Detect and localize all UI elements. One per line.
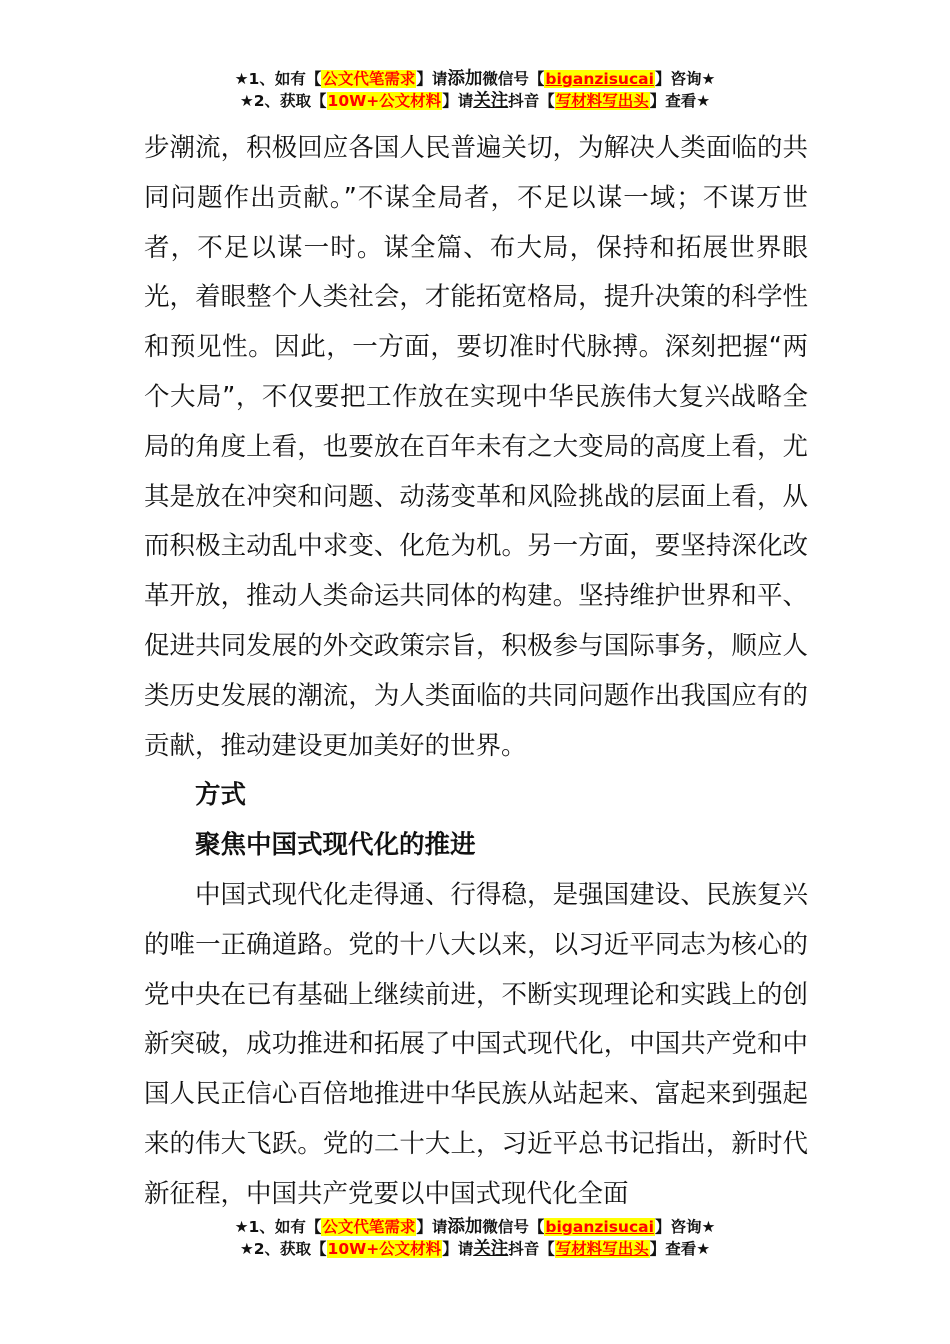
wechat-id-link[interactable]: biganzisucai [545, 70, 654, 88]
service-highlight: 公文代笔需求 [322, 1218, 416, 1236]
douyin-account-link[interactable]: 写材料写出头 [555, 92, 649, 110]
banner-line-1: ★1、如有【公文代笔需求】请添加微信号【biganzisucai】咨询★ [234, 69, 716, 89]
document-body [144, 124, 808, 1220]
banner-line-2: ★2、获取【10W+公文材料】请关注抖音【写材料写出头】查看★ [239, 1239, 711, 1259]
banner-line-2: ★2、获取【10W+公文材料】请关注抖音【写材料写出头】查看★ [239, 91, 711, 111]
footer-banner [0, 1216, 950, 1260]
wechat-id-link[interactable]: biganzisucai [545, 1218, 654, 1236]
subsection-heading: 聚焦中国式现代化的推进 [195, 830, 476, 861]
header-banner [0, 68, 950, 112]
body-paragraph: 步潮流，积极回应各国人民普遍关切，为解决人类面临的共同问题作出贡献。”不谋全局者，不足以谋一域；不谋万世者，不足以谋一时。谋全篇、布大局，保持和拓展世界眼光，着眼整个人类社会，才能拓宽格局，提升决策的科学性和预见性。因此，一方面，要切准时代脉搏。深刻把握“两个大局”，不仅要把工作放在实现中华民族伟大复兴战略全局的角度上看，也要放在百年未有之大变局的高度上看，尤其是放在冲突和问题、动荡变革和风险挑战的层面上看，从而积极主动乱中求变、化危为机。另一方面，要坚持深化改革开放，推动人类命运共同体的构建。坚持维护世界和平、促进共同发展的外交政策宗旨，积极参与国际事务，顺应人类历史发展的潮流，为人类面临的共同问题作出我国应有的贡献，推动建设更加美好的世界。 [144, 133, 808, 761]
section-heading: 方式 [195, 780, 247, 811]
body-paragraph: 中国式现代化走得通、行得稳，是强国建设、民族复兴的唯一正确道路。党的十八大以来，以习近平同志为核心的党中央在已有基础上继续前进，不断实现理论和实践上的创新突破，成功推进和拓展了中国式现代化，中国共产党和中国人民正信心百倍地推进中华民族从站起来、富起来到强起来的伟大飞跃。党的二十大上，习近平总书记指出，新时代新征程，中国共产党要以中国式现代化全面 [144, 879, 808, 1209]
douyin-account-link[interactable]: 写材料写出头 [555, 1240, 649, 1258]
materials-highlight: 10W+公文材料 [327, 92, 442, 110]
service-highlight: 公文代笔需求 [322, 70, 416, 88]
banner-line-1: ★1、如有【公文代笔需求】请添加微信号【biganzisucai】咨询★ [234, 1217, 716, 1237]
materials-highlight: 10W+公文材料 [327, 1240, 442, 1258]
